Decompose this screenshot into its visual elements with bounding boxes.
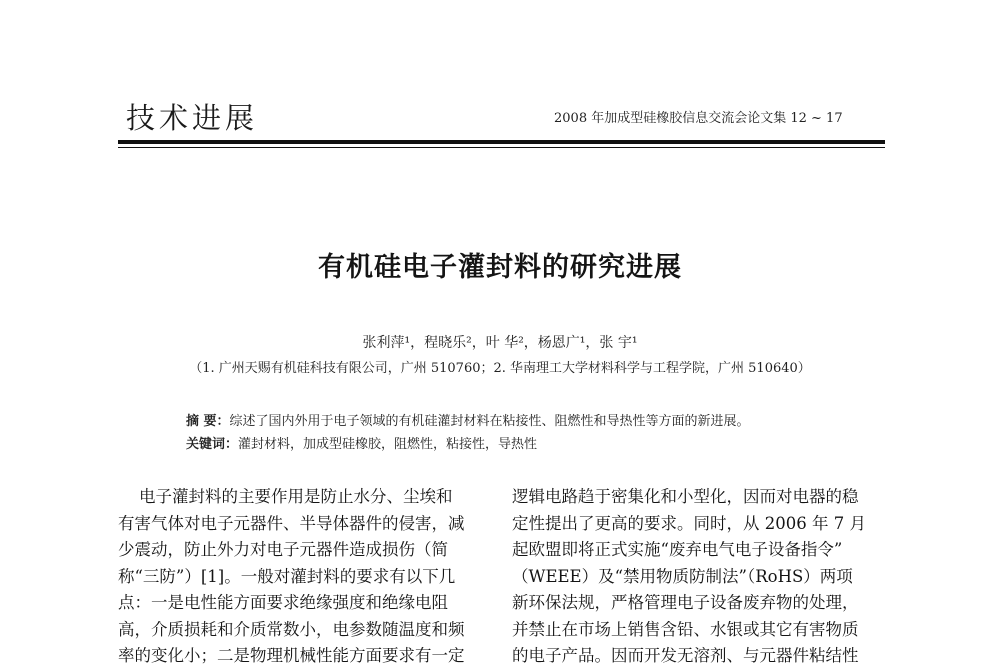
section-label: 技术进展 (126, 101, 259, 135)
header-rule-thin (118, 147, 885, 148)
body-line: 率的变化小；二是物理机械性能方面要求有一定 (118, 646, 465, 665)
keywords-text: 灌封材料，加成型硅橡胶，阻燃性，粘接性，导热性 (238, 437, 538, 452)
affiliations: （1. 广州天赐有机硅科技有限公司，广州 510760；2. 华南理工大学材料科学与工程学院，广州 510640） (189, 361, 811, 376)
body-column-right (512, 484, 887, 670)
body-line: 起欧盟即将正式实施“废弃电气电子设备指令” (512, 540, 843, 559)
header-rule-thick (118, 140, 885, 144)
body-column-left (118, 484, 488, 670)
body-line: 逻辑电路趋于密集化和小型化，因而对电器的稳 (512, 487, 859, 506)
body-line: 高，介质损耗和介质常数小，电参数随温度和频 (118, 619, 465, 639)
body-line: 新环保法规，严格管理电子设备废弃物的处理， (512, 593, 859, 612)
body-line: 点：一是电性能方面要求绝缘强度和绝缘电阻 (118, 593, 448, 612)
body-line: （WEEE）及“禁用物质防制法”（RoHS）两项 (512, 566, 853, 586)
journal-reference: 2008 年加成型硅橡胶信息交流会论文集 12 ~ 17 (554, 111, 843, 126)
abstract-text: 综述了国内外用于电子领域的有机硅灌封材料在粘接性、阻燃性和导热性等方面的新进展。 (229, 414, 750, 429)
keywords (186, 433, 537, 452)
paper-title: 有机硅电子灌封料的研究进展 (318, 252, 682, 283)
keywords-label: 关键词： (186, 437, 239, 452)
author-list: 张利萍¹，程晓乐²，叶 华²，杨恩广¹，张 宇¹ (362, 335, 638, 351)
body-line: 的电子产品。因而开发无溶剂、与元器件粘结性 (512, 646, 859, 665)
abstract-label: 摘 要： (186, 414, 230, 429)
body-line: 定性提出了更高的要求。同时，从 2006 年 7 月 (512, 513, 866, 533)
body-line: 有害气体对电子元器件、半导体器件的侵害，减 (118, 513, 465, 533)
body-line: 并禁止在市场上销售含铅、水银或其它有害物质 (512, 619, 859, 639)
body-line: 电子灌封料的主要作用是防止水分、尘埃和 (118, 487, 453, 506)
abstract (186, 410, 750, 429)
body-line: 称“三防”）[1]。一般对灌封料的要求有以下几 (118, 566, 456, 586)
body-line: 少震动，防止外力对电子元器件造成损伤（简 (118, 540, 448, 559)
